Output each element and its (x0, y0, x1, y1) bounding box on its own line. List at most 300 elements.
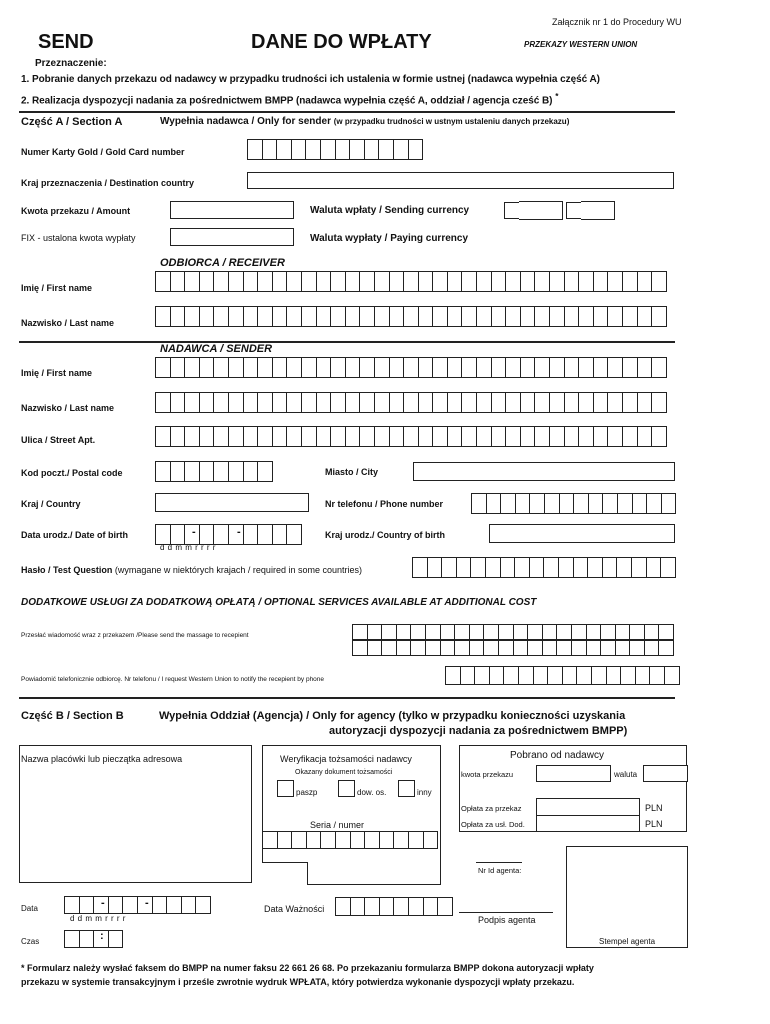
grid-cell[interactable] (486, 558, 501, 577)
message-input-row1[interactable] (352, 624, 674, 640)
grid-cell[interactable] (603, 494, 618, 513)
grid-cell[interactable] (579, 427, 594, 446)
grid-cell[interactable] (530, 494, 545, 513)
grid-cell[interactable] (229, 358, 244, 377)
grid-cell[interactable] (647, 494, 662, 513)
grid-cell[interactable] (550, 272, 565, 291)
grid-cell[interactable] (287, 272, 302, 291)
grid-cell[interactable] (574, 494, 589, 513)
grid-cell[interactable] (608, 272, 623, 291)
grid-cell[interactable] (492, 272, 507, 291)
grid-cell[interactable] (433, 272, 448, 291)
grid-cell[interactable] (360, 427, 375, 446)
grid-cell[interactable] (441, 641, 456, 655)
branch-stamp-box[interactable] (19, 745, 252, 883)
grid-cell[interactable] (487, 494, 502, 513)
grid-cell[interactable] (171, 358, 186, 377)
phone-input[interactable] (471, 493, 676, 514)
grid-cell[interactable] (603, 558, 618, 577)
grid-cell[interactable] (650, 667, 665, 684)
grid-cell[interactable] (171, 427, 186, 446)
grid-cell[interactable] (514, 625, 529, 639)
grid-cell[interactable] (506, 427, 521, 446)
grid-cell[interactable] (380, 898, 395, 915)
grid-cell[interactable] (351, 832, 366, 848)
country-input[interactable] (155, 493, 309, 512)
grid-cell[interactable] (419, 393, 434, 412)
grid-cell[interactable] (346, 307, 361, 326)
grid-cell[interactable] (258, 525, 273, 544)
grid-cell[interactable] (433, 427, 448, 446)
grid-cell[interactable] (535, 427, 550, 446)
grid-cell[interactable] (419, 272, 434, 291)
series-number-input[interactable] (262, 831, 438, 849)
grid-cell[interactable] (65, 931, 80, 947)
grid-cell[interactable] (506, 358, 521, 377)
grid-cell[interactable] (200, 462, 215, 481)
grid-cell[interactable] (200, 272, 215, 291)
grid-cell[interactable] (659, 625, 674, 639)
grid-cell[interactable] (501, 558, 516, 577)
grid-cell[interactable] (550, 427, 565, 446)
issuing-country-field[interactable] (262, 862, 308, 885)
grid-cell[interactable] (424, 832, 439, 848)
receiver-last-input[interactable] (155, 306, 667, 327)
grid-cell[interactable] (156, 307, 171, 326)
grid-cell[interactable] (214, 525, 229, 544)
grid-cell[interactable] (360, 307, 375, 326)
grid-cell[interactable] (273, 272, 288, 291)
receiver-first-input[interactable] (155, 271, 667, 292)
grid-cell[interactable] (477, 393, 492, 412)
grid-cell[interactable] (565, 272, 580, 291)
grid-cell[interactable] (287, 307, 302, 326)
grid-cell[interactable] (360, 272, 375, 291)
grid-cell[interactable] (472, 494, 487, 513)
grid-cell[interactable] (419, 358, 434, 377)
grid-cell[interactable] (455, 625, 470, 639)
grid-cell[interactable] (565, 427, 580, 446)
postal-input[interactable] (155, 461, 273, 482)
grid-cell[interactable] (647, 558, 662, 577)
grid-cell[interactable] (397, 641, 412, 655)
grid-cell[interactable] (248, 140, 263, 159)
grid-cell[interactable] (375, 427, 390, 446)
grid-cell[interactable] (484, 625, 499, 639)
grid-cell[interactable] (577, 667, 592, 684)
birth-country-input[interactable] (489, 524, 675, 543)
grid-cell[interactable] (477, 272, 492, 291)
grid-cell[interactable] (617, 558, 632, 577)
grid-cell[interactable] (516, 494, 531, 513)
grid-cell[interactable] (448, 272, 463, 291)
grid-cell[interactable] (462, 358, 477, 377)
grid-cell[interactable] (273, 525, 288, 544)
grid-cell[interactable] (652, 272, 667, 291)
message-input-row2[interactable] (352, 640, 674, 656)
grid-cell[interactable] (156, 393, 171, 412)
grid-cell[interactable] (229, 272, 244, 291)
id-card-checkbox[interactable] (338, 780, 355, 797)
grid-cell[interactable] (302, 427, 317, 446)
grid-cell[interactable] (544, 558, 559, 577)
grid-cell[interactable] (244, 427, 259, 446)
grid-cell[interactable] (306, 140, 321, 159)
grid-cell[interactable] (397, 625, 412, 639)
grid-cell[interactable] (484, 641, 499, 655)
grid-cell[interactable] (633, 494, 648, 513)
grid-cell[interactable] (321, 832, 336, 848)
grid-cell[interactable] (317, 272, 332, 291)
grid-cell[interactable] (185, 358, 200, 377)
grid-cell[interactable] (409, 140, 424, 159)
grid-cell[interactable] (390, 358, 405, 377)
grid-cell[interactable] (433, 358, 448, 377)
grid-cell[interactable] (592, 667, 607, 684)
grid-cell[interactable] (171, 272, 186, 291)
grid-cell[interactable] (665, 667, 680, 684)
grid-cell[interactable] (426, 625, 441, 639)
grid-cell[interactable] (375, 307, 390, 326)
grid-cell[interactable] (156, 358, 171, 377)
grid-cell[interactable] (331, 307, 346, 326)
grid-cell[interactable] (559, 558, 574, 577)
grid-cell[interactable] (448, 393, 463, 412)
transfer-fee-input[interactable] (536, 798, 640, 816)
grid-cell[interactable] (608, 307, 623, 326)
grid-cell[interactable] (521, 427, 536, 446)
grid-cell[interactable] (535, 358, 550, 377)
grid-cell[interactable] (351, 898, 366, 915)
grid-cell[interactable] (307, 832, 322, 848)
grid-cell[interactable] (214, 393, 229, 412)
destination-input[interactable] (247, 172, 674, 189)
grid-cell[interactable] (560, 494, 575, 513)
grid-cell[interactable] (331, 358, 346, 377)
grid-cell[interactable] (258, 272, 273, 291)
grid-cell[interactable] (572, 625, 587, 639)
grid-cell[interactable] (368, 625, 383, 639)
grid-cell[interactable] (446, 667, 461, 684)
grid-cell[interactable] (475, 667, 490, 684)
grid-cell[interactable] (594, 307, 609, 326)
grid-cell[interactable] (550, 358, 565, 377)
grid-cell[interactable] (594, 393, 609, 412)
grid-cell[interactable] (200, 307, 215, 326)
grid-cell[interactable] (587, 641, 602, 655)
grid-cell[interactable] (287, 525, 302, 544)
grid-cell[interactable] (379, 140, 394, 159)
grid-cell[interactable] (638, 272, 653, 291)
grid-cell[interactable] (200, 358, 215, 377)
grid-cell[interactable] (448, 358, 463, 377)
grid-cell[interactable] (521, 393, 536, 412)
grid-cell[interactable] (244, 358, 259, 377)
grid-cell[interactable] (471, 558, 486, 577)
grid-cell[interactable] (200, 427, 215, 446)
grid-cell[interactable] (565, 358, 580, 377)
grid-cell[interactable] (185, 393, 200, 412)
grid-cell[interactable] (80, 897, 95, 913)
grid-cell[interactable] (662, 494, 677, 513)
grid-cell[interactable] (171, 307, 186, 326)
grid-cell[interactable] (273, 358, 288, 377)
grid-cell[interactable] (123, 897, 138, 913)
grid-cell[interactable] (572, 641, 587, 655)
grid-cell[interactable] (574, 558, 589, 577)
fix-input[interactable] (170, 228, 294, 246)
grid-cell[interactable] (636, 667, 651, 684)
grid-cell[interactable] (153, 897, 168, 913)
grid-cell[interactable] (652, 358, 667, 377)
date-input[interactable] (64, 896, 211, 914)
grid-cell[interactable] (621, 667, 636, 684)
grid-cell[interactable] (214, 272, 229, 291)
grid-cell[interactable] (258, 393, 273, 412)
grid-cell[interactable] (200, 393, 215, 412)
grid-cell[interactable] (462, 272, 477, 291)
grid-cell[interactable] (273, 307, 288, 326)
grid-cell[interactable] (579, 307, 594, 326)
grid-cell[interactable] (442, 558, 457, 577)
grid-cell[interactable] (499, 641, 514, 655)
grid-cell[interactable] (375, 272, 390, 291)
grid-cell[interactable] (390, 393, 405, 412)
grid-cell[interactable] (433, 307, 448, 326)
grid-cell[interactable] (214, 307, 229, 326)
grid-cell[interactable] (336, 140, 351, 159)
grid-cell[interactable] (492, 393, 507, 412)
grid-cell[interactable] (616, 625, 631, 639)
grid-cell[interactable] (390, 307, 405, 326)
grid-cell[interactable] (214, 427, 229, 446)
grid-cell[interactable] (492, 307, 507, 326)
grid-cell[interactable] (321, 140, 336, 159)
grid-cell[interactable] (229, 393, 244, 412)
grid-cell[interactable] (521, 358, 536, 377)
grid-cell[interactable] (278, 832, 293, 848)
test-question-input[interactable] (412, 557, 676, 578)
grid-cell[interactable] (543, 625, 558, 639)
grid-cell[interactable] (350, 140, 365, 159)
grid-cell[interactable] (346, 272, 361, 291)
grid-cell[interactable] (530, 558, 545, 577)
grid-cell[interactable] (645, 625, 660, 639)
grid-cell[interactable] (317, 393, 332, 412)
grid-cell[interactable] (462, 307, 477, 326)
grid-cell[interactable] (438, 898, 453, 915)
grid-cell[interactable] (182, 897, 197, 913)
grid-cell[interactable] (594, 358, 609, 377)
grid-cell[interactable] (623, 358, 638, 377)
agent-stamp-box[interactable] (566, 846, 688, 948)
grid-cell[interactable] (353, 625, 368, 639)
grid-cell[interactable] (652, 307, 667, 326)
grid-cell[interactable] (424, 898, 439, 915)
grid-cell[interactable] (109, 931, 124, 947)
grid-cell[interactable] (477, 307, 492, 326)
other-doc-checkbox[interactable] (398, 780, 415, 797)
grid-cell[interactable] (492, 358, 507, 377)
grid-cell[interactable] (353, 641, 368, 655)
grid-cell[interactable] (579, 272, 594, 291)
grid-cell[interactable] (461, 667, 476, 684)
city-input[interactable] (413, 462, 675, 481)
grid-cell[interactable] (65, 897, 80, 913)
grid-cell[interactable] (302, 393, 317, 412)
dob-input[interactable] (155, 524, 302, 545)
grid-cell[interactable] (317, 307, 332, 326)
grid-cell[interactable] (185, 427, 200, 446)
grid-cell[interactable] (426, 641, 441, 655)
grid-cell[interactable] (185, 307, 200, 326)
grid-cell[interactable] (375, 358, 390, 377)
grid-cell[interactable] (229, 307, 244, 326)
grid-cell[interactable] (156, 427, 171, 446)
grid-cell[interactable] (382, 625, 397, 639)
grid-cell[interactable] (375, 393, 390, 412)
grid-cell[interactable] (331, 393, 346, 412)
grid-cell[interactable] (368, 641, 383, 655)
time-input[interactable] (64, 930, 123, 948)
grid-cell[interactable] (244, 393, 259, 412)
grid-cell[interactable] (292, 140, 307, 159)
grid-cell[interactable] (214, 358, 229, 377)
grid-cell[interactable] (601, 625, 616, 639)
grid-cell[interactable] (550, 307, 565, 326)
grid-cell[interactable] (302, 358, 317, 377)
grid-cell[interactable] (336, 832, 351, 848)
grid-cell[interactable] (411, 625, 426, 639)
grid-cell[interactable] (594, 272, 609, 291)
grid-cell[interactable] (394, 898, 409, 915)
grid-cell[interactable] (515, 558, 530, 577)
grid-cell[interactable] (501, 494, 516, 513)
grid-cell[interactable] (545, 494, 560, 513)
grid-cell[interactable] (550, 393, 565, 412)
passport-checkbox[interactable] (277, 780, 294, 797)
grid-cell[interactable] (645, 641, 660, 655)
sender-last-input[interactable] (155, 392, 667, 413)
grid-cell[interactable] (623, 427, 638, 446)
grid-cell[interactable] (659, 641, 674, 655)
grid-cell[interactable] (638, 358, 653, 377)
grid-cell[interactable] (287, 427, 302, 446)
grid-cell[interactable] (543, 641, 558, 655)
grid-cell[interactable] (587, 625, 602, 639)
expiry-date-input[interactable] (335, 897, 453, 916)
grid-cell[interactable] (490, 667, 505, 684)
grid-cell[interactable] (623, 393, 638, 412)
grid-cell[interactable] (618, 494, 633, 513)
grid-cell[interactable] (638, 307, 653, 326)
grid-cell[interactable] (409, 898, 424, 915)
grid-cell[interactable] (535, 307, 550, 326)
grid-cell[interactable] (589, 494, 604, 513)
grid-cell[interactable] (557, 625, 572, 639)
grid-cell[interactable] (156, 525, 171, 544)
grid-cell[interactable] (419, 427, 434, 446)
grid-cell[interactable] (156, 462, 171, 481)
grid-cell[interactable] (638, 427, 653, 446)
grid-cell[interactable] (608, 393, 623, 412)
grid-cell[interactable] (594, 427, 609, 446)
grid-cell[interactable] (382, 641, 397, 655)
grid-cell[interactable] (470, 625, 485, 639)
grid-cell[interactable] (196, 897, 211, 913)
grid-cell[interactable] (156, 272, 171, 291)
grid-cell[interactable] (287, 358, 302, 377)
grid-cell[interactable] (273, 393, 288, 412)
service-fee-input[interactable] (536, 815, 640, 832)
grid-cell[interactable] (404, 393, 419, 412)
grid-cell[interactable] (317, 358, 332, 377)
grid-cell[interactable] (535, 272, 550, 291)
grid-cell[interactable] (277, 140, 292, 159)
grid-cell[interactable] (563, 667, 578, 684)
currency-input[interactable] (643, 765, 688, 782)
grid-cell[interactable] (448, 307, 463, 326)
grid-cell[interactable] (519, 667, 534, 684)
grid-cell[interactable] (499, 625, 514, 639)
grid-cell[interactable] (229, 427, 244, 446)
grid-cell[interactable] (404, 358, 419, 377)
grid-cell[interactable] (652, 427, 667, 446)
grid-cell[interactable] (623, 272, 638, 291)
grid-cell[interactable] (632, 558, 647, 577)
grid-cell[interactable] (258, 307, 273, 326)
sender-first-input[interactable] (155, 357, 667, 378)
grid-cell[interactable] (263, 832, 278, 848)
grid-cell[interactable] (214, 462, 229, 481)
grid-cell[interactable] (616, 641, 631, 655)
grid-cell[interactable] (630, 641, 645, 655)
grid-cell[interactable] (413, 558, 428, 577)
grid-cell[interactable] (470, 641, 485, 655)
grid-cell[interactable] (652, 393, 667, 412)
grid-cell[interactable] (331, 427, 346, 446)
grid-cell[interactable] (346, 393, 361, 412)
grid-cell[interactable] (171, 393, 186, 412)
grid-cell[interactable] (171, 525, 186, 544)
grid-cell[interactable] (462, 393, 477, 412)
grid-cell[interactable] (409, 832, 424, 848)
grid-cell[interactable] (394, 140, 409, 159)
grid-cell[interactable] (534, 667, 549, 684)
grid-cell[interactable] (630, 625, 645, 639)
grid-cell[interactable] (109, 897, 124, 913)
grid-cell[interactable] (229, 462, 244, 481)
grid-cell[interactable] (419, 307, 434, 326)
grid-cell[interactable] (167, 897, 182, 913)
grid-cell[interactable] (411, 641, 426, 655)
grid-cell[interactable] (455, 641, 470, 655)
grid-cell[interactable] (506, 393, 521, 412)
grid-cell[interactable] (607, 667, 622, 684)
grid-cell[interactable] (528, 625, 543, 639)
grid-cell[interactable] (521, 272, 536, 291)
grid-cell[interactable] (477, 427, 492, 446)
grid-cell[interactable] (200, 525, 215, 544)
grid-cell[interactable] (565, 393, 580, 412)
grid-cell[interactable] (171, 462, 186, 481)
grid-cell[interactable] (448, 427, 463, 446)
grid-cell[interactable] (608, 358, 623, 377)
grid-cell[interactable] (521, 307, 536, 326)
grid-cell[interactable] (331, 272, 346, 291)
grid-cell[interactable] (601, 641, 616, 655)
grid-cell[interactable] (258, 462, 273, 481)
